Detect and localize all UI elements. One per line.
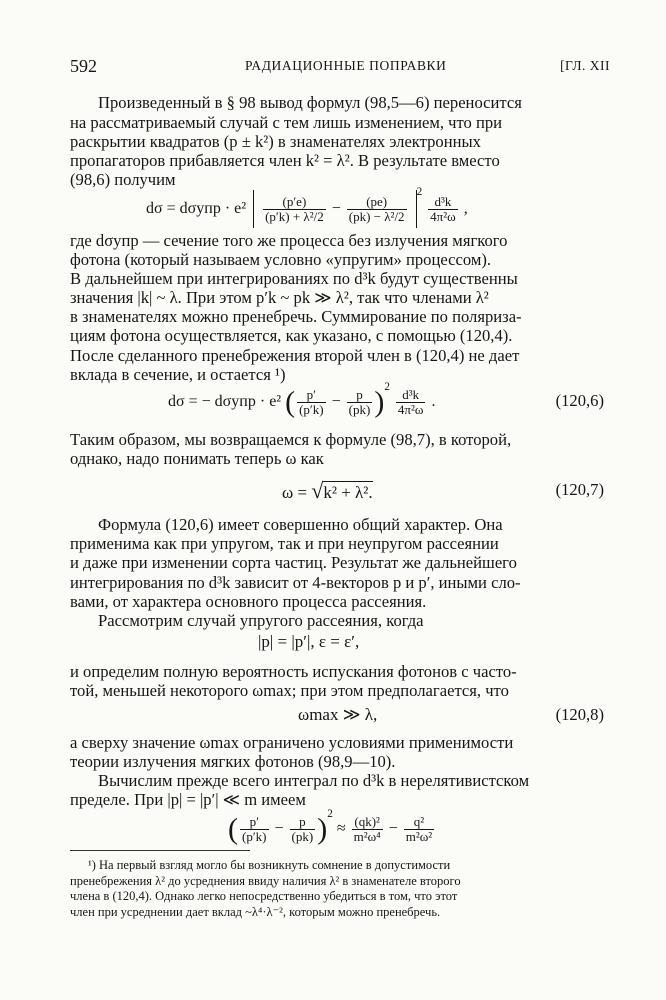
page-number: 592 xyxy=(70,56,97,76)
text-line: Вычислим прежде всего интеграл по d³k в нерелятивистском xyxy=(98,771,530,790)
text-line: той, меньшей некоторого ωmax; при этом предполагается, что xyxy=(70,681,509,700)
eq6-f2-denominator: (pk) xyxy=(291,828,314,844)
eq2-lhs: dσ = − dσупр · e² xyxy=(168,393,282,410)
eq1-f3-numerator: d³k xyxy=(434,193,452,209)
text-line: на рассматриваемый случай с тем лишь изменением, что при xyxy=(70,113,502,132)
eq3-radicand: k² + λ². xyxy=(323,483,373,502)
text-line: (98,6) получим xyxy=(70,170,176,189)
eq2-f2-denominator: (pk) xyxy=(348,401,371,417)
text-line: Таким образом, мы возвращаемся к формуле (98,7), в которой, xyxy=(70,430,512,449)
eq6-fraction-4 xyxy=(404,815,434,844)
text-line: где dσупр — сечение того же процесса без излучения мягкого xyxy=(70,231,508,250)
text-line: Рассмотрим случай упругого рассеяния, когда xyxy=(98,611,424,630)
eq1-f1-denominator: (p′k) + λ²/2 xyxy=(265,208,324,224)
eq2-fraction-3 xyxy=(396,388,426,417)
eq2-fraction-2 xyxy=(347,388,373,417)
eq3-lhs: ω = xyxy=(282,483,312,502)
eq6-f3-denominator: m²ω⁴ xyxy=(353,828,381,844)
eq1-power: 2 xyxy=(416,186,423,198)
eq6-f1-denominator: (p′k) xyxy=(242,828,267,844)
text-line: однако, надо понимать теперь ω как xyxy=(70,449,324,468)
eq2-f3-denominator: 4π²ω xyxy=(397,401,424,417)
eq2-tail: . xyxy=(431,393,436,410)
text-line: раскрытии квадратов (p ± k²) в знаменателях электронных xyxy=(70,132,481,151)
eq6-f2-numerator: p xyxy=(299,813,306,829)
text-line: в знаменателях можно пренебречь. Суммирование по поляриза- xyxy=(70,307,522,326)
eq2-power: 2 xyxy=(384,381,390,393)
text-line: циям фотона осуществляется, как указано, с помощью (120,4). xyxy=(70,326,513,345)
eq2-f1-denominator: (p′k) xyxy=(299,401,324,417)
eq6-approx: ≈ xyxy=(336,820,346,837)
text-line: Произведенный в § 98 вывод формул (98,5—6) переносится xyxy=(98,93,522,112)
text-line: теории излучения мягких фотонов (98,9—10). xyxy=(70,752,396,771)
eq1-fraction-3 xyxy=(428,195,458,224)
eq2-f1-numerator: p′ xyxy=(306,386,317,402)
text-line: пропагаторов прибавляется член k² = λ². В результате вместо xyxy=(70,151,500,170)
equation-6: ( $\frac{p'}{(p'k)}$ − $\frac{p}{(pk)}$ )$^2$ ≈ $\frac{\text{(qk)²}}{\text{m²ω⁴}}$ − $\frac{\text{q²}}{\text{m²ω²}}$ xyxy=(228,808,433,846)
eq1-tail: , xyxy=(463,200,468,217)
text-line: а сверху значение ωmax ограничено условиями применимости xyxy=(70,733,514,752)
text-line: Формула (120,6) имеет совершенно общий характер. Она xyxy=(98,515,503,534)
eq2-f3-numerator: d³k xyxy=(402,386,420,402)
equation-number-120-6: (120,6) xyxy=(555,391,604,410)
eq6-f4-numerator: q² xyxy=(413,813,425,829)
text-line: вами, от характера основного процесса рассеяния. xyxy=(70,592,427,611)
eq1-f3-denominator: 4π²ω xyxy=(430,208,456,224)
eq1-fraction-1 xyxy=(263,195,326,224)
eq1-f1-numerator: (p′e) xyxy=(282,193,307,209)
text-line: После сделанного пренебрежения второй член в (120,4) не дает xyxy=(70,346,520,365)
eq6-fraction-2 xyxy=(290,815,316,844)
footnote-line: члена в (120,4). Однако легко непосредственно убедиться в том, что этот xyxy=(70,889,458,903)
text-line: применима как при упругом, так и при неупругом рассеянии xyxy=(70,534,499,553)
equation-5: ωmax ≫ λ, xyxy=(298,705,378,724)
text-line: пределе. При |p| = |p′| ≪ m имеем xyxy=(70,790,306,809)
text-line: и определим полную вероятность испускания фотонов с часто- xyxy=(70,662,517,681)
page-header xyxy=(70,56,610,78)
eq1-minus: − xyxy=(331,200,341,217)
equation-4: |p| = |p′|, ε = ε′, xyxy=(258,632,360,651)
eq6-fraction-3 xyxy=(352,815,383,844)
text-line: вклада в сечение, и остается ¹) xyxy=(70,365,286,384)
eq6-f4-denominator: m²ω² xyxy=(405,828,433,844)
text-line: В дальнейшем при интегрированиях по d³k будут существенны xyxy=(70,269,518,288)
eq1-f2-numerator: (pe) xyxy=(366,193,388,209)
equation-1 xyxy=(146,186,468,228)
equation-2: dσ = − dσупр · e² ( $\frac{p'}{(p'k)}$ − $\frac{p}{(pk)}$ )$^2$ $\frac{\text{d³k}}{\text{4π²ω}}$ . xyxy=(168,381,436,419)
eq6-fraction-1 xyxy=(240,815,269,844)
eq1-lhs: dσ = dσупр · e² xyxy=(146,200,247,217)
eq2-fraction-1 xyxy=(297,388,326,417)
text-line: интегрирования по d³k зависит от 4-векторов p и p′, иными сло- xyxy=(70,573,521,592)
running-title: РАДИАЦИОННЫЕ ПОПРАВКИ xyxy=(245,58,447,73)
eq6-power: 2 xyxy=(327,808,333,820)
eq1-f2-denominator: (pk) − λ²/2 xyxy=(348,208,405,224)
footnote-line: член при усреднении дает вклад ~λ⁴·λ⁻², которым можно пренебречь. xyxy=(70,905,441,919)
eq2-f2-numerator: p xyxy=(356,386,363,402)
sqrt-sign: √ xyxy=(311,478,324,503)
eq2-minus: − xyxy=(331,393,341,410)
eq6-f1-numerator: p′ xyxy=(249,813,259,829)
footnote-line: ¹) На первый взгляд могло бы возникнуть сомнение в допустимости xyxy=(88,858,451,872)
eq1-fraction-2 xyxy=(347,195,407,224)
text-line: фотона (который называем условно «упругим» процессом). xyxy=(70,250,492,269)
footnote-line: пренебрежения λ² до усреднения ввиду наличия λ² в знаменателе второго xyxy=(70,874,461,888)
footnote-rule xyxy=(70,850,250,851)
chapter-label: [ГЛ. XII xyxy=(560,58,610,73)
equation-3 xyxy=(282,478,373,504)
eq6-minus: − xyxy=(274,820,284,837)
text-line: значения |k| ~ λ. При этом p′k ~ pk ≫ λ², так что членами λ² xyxy=(70,288,489,307)
equation-number-120-7: (120,7) xyxy=(555,480,604,499)
equation-number-120-8: (120,8) xyxy=(555,705,604,724)
eq6-f3-numerator: (qk)² xyxy=(354,813,380,829)
eq6-minus-2: − xyxy=(388,820,398,837)
text-line: и даже при изменении сорта частиц. Результат же дальнейшего xyxy=(70,553,517,572)
